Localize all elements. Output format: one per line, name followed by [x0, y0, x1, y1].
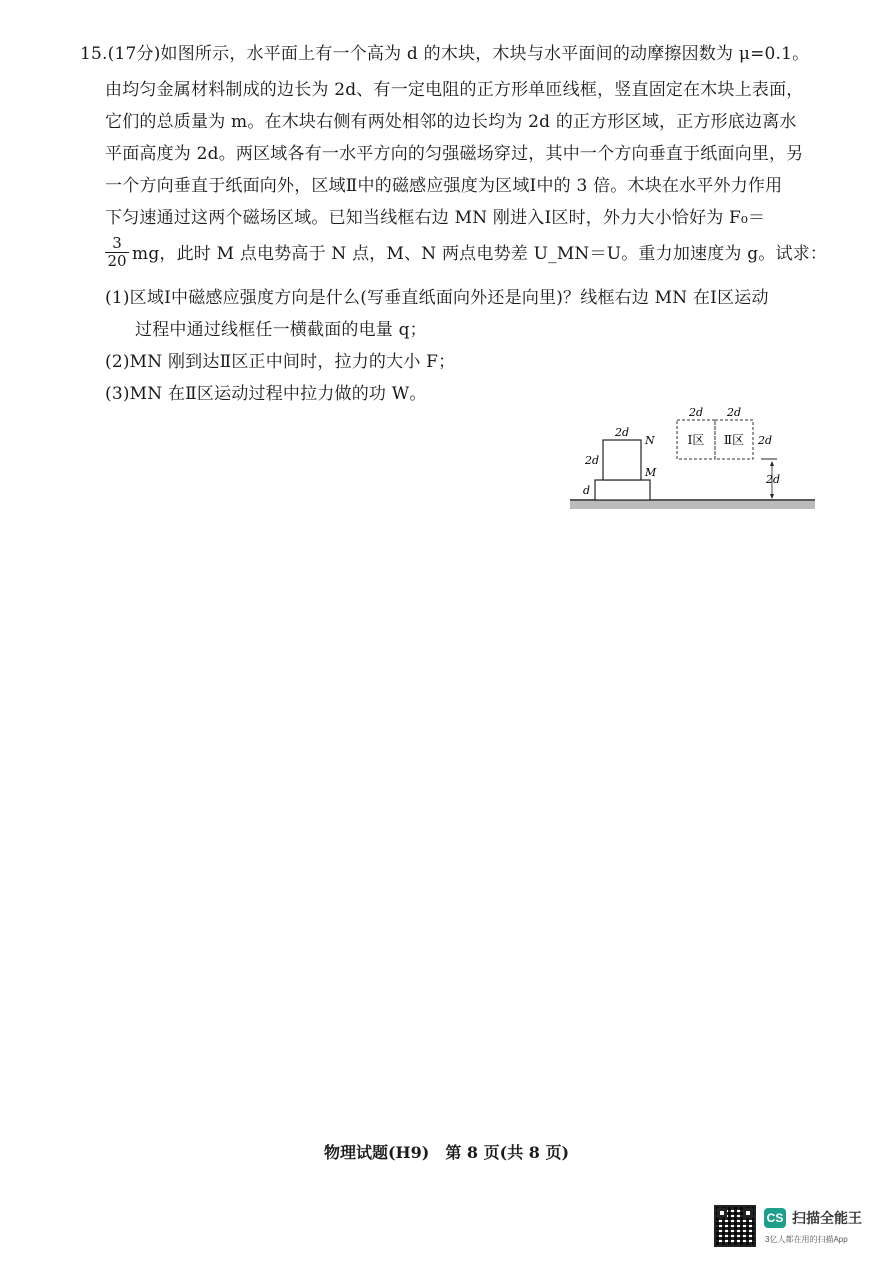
question-2: (2)MN 刚到达Ⅱ区正中间时，拉力的大小 F； [105, 352, 456, 372]
problem-line-4: 平面高度为 2d。两区域各有一水平方向的匀强磁场穿过，其中一个方向垂直于纸面向里，另 [105, 144, 804, 164]
label-gap-height: 2d [766, 473, 781, 486]
fraction-denominator: 20 [107, 252, 127, 270]
page-footer: 物理试题(H9) 第 8 页(共 8 页) [323, 1143, 570, 1162]
label-frame-height: 2d [585, 454, 600, 467]
fraction-3-20 [105, 236, 129, 269]
problem-line-2: 由均匀金属材料制成的边长为 2d、有一定电阻的正方形单匝线框，竖直固定在木块上表面， [105, 80, 804, 100]
question-1-line-2: 过程中通过线框任一横截面的电量 q； [135, 320, 427, 340]
label-block-height: d [583, 484, 591, 497]
camscanner-logo: CS [764, 1208, 786, 1228]
physics-diagram [565, 400, 820, 515]
camscanner-name: 扫描全能王 [792, 1210, 862, 1226]
arrow-up-icon [770, 461, 774, 466]
problem-line-1: 15.(17分)如图所示，水平面上有一个高为 d 的木块，木块与水平面间的动摩擦因数为 μ=0.1。 [80, 44, 810, 64]
question-1-line-1: (1)区域Ⅰ中磁感应强度方向是什么(写垂直纸面向外还是向里)？线框右边 MN 在Ⅰ区运动 [105, 288, 769, 308]
camscanner-tagline: 3亿人都在用的扫描App [765, 1235, 848, 1244]
label-zone-2-width: 2d [726, 406, 742, 419]
problem-line-7: mg，此时 M 点电势高于 N 点，M、N 两点电势差 U_MN＝U。重力加速度为 g。试求： [132, 244, 828, 264]
label-M: M [645, 466, 657, 479]
label-zone-height: 2d [758, 434, 773, 447]
label-zone-1-width: 2d [688, 406, 704, 419]
fraction-numerator: 3 [105, 236, 129, 253]
problem-line-3: 它们的总质量为 m。在木块右侧有两处相邻的边长均为 2d 的正方形区域，正方形底边离水 [105, 112, 797, 132]
wooden-block [595, 480, 650, 500]
label-zone-2: Ⅱ区 [723, 433, 745, 447]
label-frame-width: 2d [614, 426, 630, 439]
label-zone-1: Ⅰ区 [687, 433, 705, 447]
arrow-down-icon [770, 494, 774, 499]
label-N: N [645, 434, 655, 447]
qr-code-icon [714, 1205, 756, 1247]
problem-line-5: 一个方向垂直于纸面向外，区域Ⅱ中的磁感应强度为区域Ⅰ中的 3 倍。木块在水平外力作用 [105, 176, 783, 196]
wire-frame [603, 440, 641, 480]
problem-line-6: 下匀速通过这两个磁场区域。已知当线框右边 MN 刚进入Ⅰ区时，外力大小恰好为 F₀＝ [105, 208, 766, 228]
ground-hatch [570, 501, 815, 509]
question-3: (3)MN 在Ⅱ区运动过程中拉力做的功 W。 [105, 384, 427, 404]
